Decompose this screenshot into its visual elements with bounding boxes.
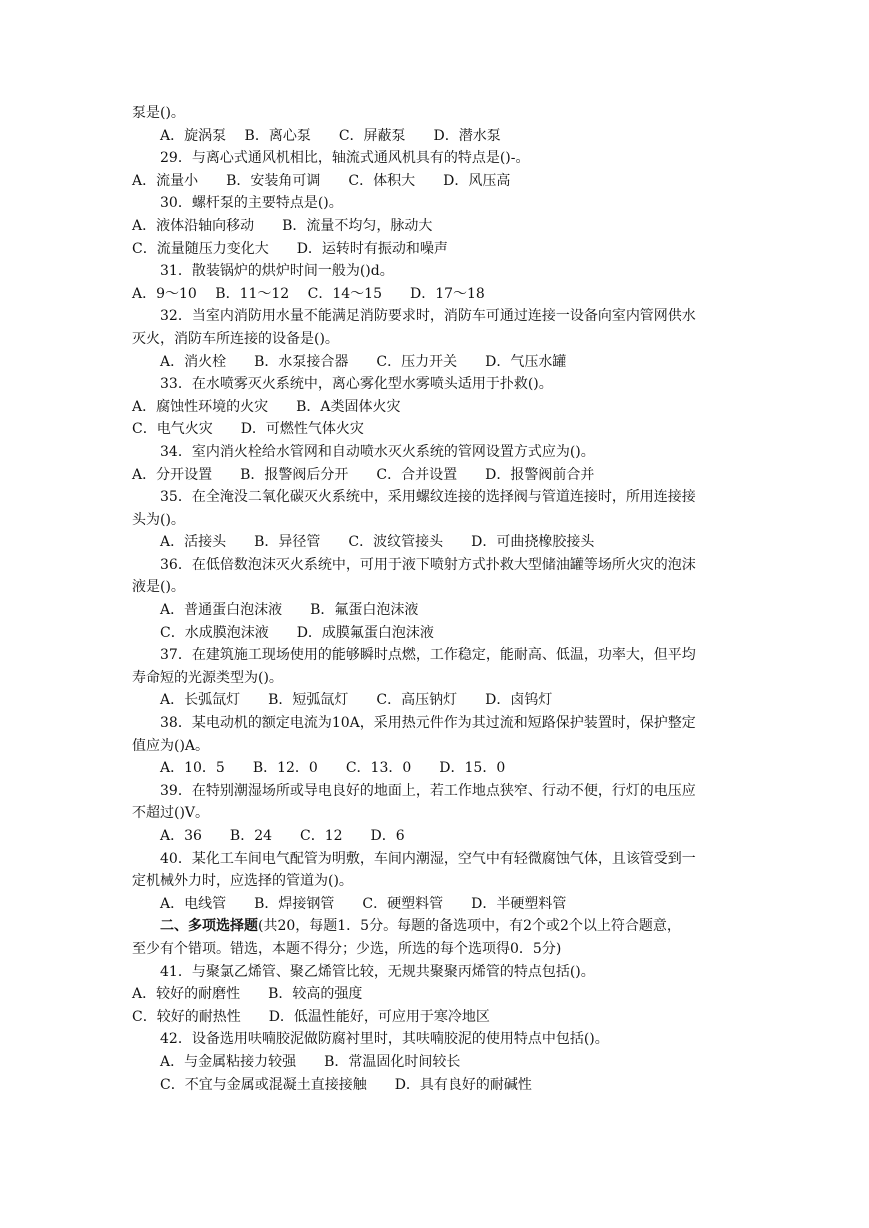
- text-line: [132, 328, 740, 351]
- line-text: 30．螺杆泵的主要特点是()。: [160, 195, 343, 212]
- line-text: C．较好的耐热性 D．低温性能好，可应用于寒冷地区: [132, 1008, 490, 1025]
- line-text: A．分开设置 B．报警阀后分开 C．合并设置 D．报警阀前合并: [132, 466, 595, 483]
- line-text: A．活接头 B．异径管 C．波纹管接头 D．可曲挠橡胶接头: [160, 534, 595, 551]
- line-text: 定机械外力时，应选择的管道为()。: [132, 873, 353, 890]
- line-text: 泵是()。: [132, 105, 185, 121]
- line-text: C．电气火灾 D．可燃性气体火灾: [132, 421, 364, 438]
- line-text: 32．当室内消防用水量不能满足消防要求时，消防车可通过连接一设备向室内管网供水: [160, 308, 696, 325]
- line-text: A．消火栓 B．水泵接合器 C．压力开关 D．气压水罐: [160, 353, 567, 370]
- line-text: 34．室内消火栓给水管网和自动喷水灭火系统的管网设置方式应为()。: [160, 443, 595, 460]
- line-text: A．10．5 B．12．0 C．13．0 D．15．0: [160, 760, 506, 777]
- text-line: [132, 486, 740, 509]
- text-line: [132, 622, 740, 645]
- line-text: 灭火，消防车所连接的设备是()。: [132, 330, 339, 347]
- text-line: [132, 170, 740, 193]
- text-line: [132, 712, 740, 735]
- line-text: A．36 B．24 C．12 D．6: [160, 828, 405, 844]
- text-line: [132, 983, 740, 1006]
- line-text: 头为()。: [132, 511, 185, 528]
- text-line: [132, 1028, 740, 1051]
- text-line: [132, 848, 740, 871]
- line-text: 35．在全淹没二氧化碳灭火系统中，采用螺纹连接的选择阀与管道连接时，所用连接接: [160, 489, 696, 506]
- line-text: 不超过()V。: [132, 805, 210, 822]
- text-line: [132, 238, 740, 261]
- line-text: A．旋涡泵 B．离心泵 C．屏蔽泵 D．潜水泵: [160, 127, 501, 144]
- text-line: [132, 870, 740, 893]
- text-line: [132, 373, 740, 396]
- text-line: [132, 757, 740, 780]
- line-text: A．电线管 B．焊接钢管 C．硬塑料管 D．半硬塑料管: [160, 895, 567, 912]
- text-line: [132, 802, 740, 825]
- line-text: 33．在水喷雾灭火系统中，离心雾化型水雾喷头适用于扑救()。: [160, 376, 553, 393]
- text-line: [132, 418, 740, 441]
- text-line: [132, 938, 740, 961]
- line-text: A．普通蛋白泡沫液 B．氟蛋白泡沫液: [160, 602, 419, 619]
- line-text: 液是()。: [132, 579, 185, 596]
- line-text: 38．某电动机的额定电流为10A，采用热元件作为其过流和短路保护装置时，保护整定: [160, 715, 696, 732]
- line-text: A．较好的耐磨性 B．较高的强度: [132, 986, 363, 1003]
- line-text: 42．设备选用呋喃胶泥做防腐衬里时，其呋喃胶泥的使用特点中包括()。: [160, 1031, 609, 1048]
- line-text: C．不宜与金属或混凝土直接接触 D．具有良好的耐碱性: [160, 1076, 532, 1093]
- text-line: [132, 509, 740, 532]
- text-line: [132, 305, 740, 328]
- section-heading: 二、多项选择题: [160, 918, 258, 935]
- text-line: [132, 215, 740, 238]
- line-text: C．流量随压力变化大 D．运转时有振动和噪声: [132, 240, 448, 257]
- text-line: [132, 780, 740, 803]
- text-line: [132, 599, 740, 622]
- text-line: [132, 125, 740, 148]
- line-text: 29．与离心式通风机相比，轴流式通风机具有的特点是()-。: [160, 150, 530, 167]
- line-text: A．流量小 B．安装角可调 C．体积大 D．风压高: [132, 172, 511, 189]
- line-text: A．9～10 B．11～12 C．14～15 D．17～18: [132, 285, 485, 302]
- text-line: [132, 735, 740, 758]
- line-text: 37．在建筑施工现场使用的能够瞬时点燃，工作稳定，能耐高、低温，功率大，但平均: [160, 647, 696, 664]
- text-line: [132, 102, 740, 125]
- text-line: [132, 147, 740, 170]
- line-text: A．长弧氙灯 B．短弧氙灯 C．高压钠灯 D．卤钨灯: [160, 692, 553, 709]
- text-line: [132, 961, 740, 984]
- line-text: 31．散装锅炉的烘炉时间一般为()d。: [160, 263, 394, 280]
- line-text: 40．某化工车间电气配管为明敷，车间内潮湿，空气中有轻微腐蚀气体，且该管受到一: [160, 850, 696, 867]
- text-line: [132, 192, 740, 215]
- text-line: [132, 667, 740, 690]
- line-text: A．液体沿轴向移动 B．流量不均匀，脉动大: [132, 217, 433, 234]
- text-line: [132, 893, 740, 916]
- text-line: [132, 1074, 740, 1097]
- text-line: [132, 283, 740, 306]
- text-line: [132, 915, 740, 938]
- text-line: [132, 1006, 740, 1029]
- line-text: A．腐蚀性环境的火灾 B．A类固体火灾: [132, 398, 401, 415]
- line-text: 值应为()A。: [132, 737, 210, 754]
- text-line: [132, 1051, 740, 1074]
- line-text: 39．在特别潮湿场所或导电良好的地面上，若工作地点狭窄、行动不便，行灯的电压应: [160, 782, 696, 799]
- text-line: [132, 441, 740, 464]
- text-line: [132, 464, 740, 487]
- text-line: [132, 531, 740, 554]
- line-text: (共20，每题1．5分。每题的备选项中，有2个或2个以上符合题意，: [258, 918, 681, 935]
- text-line: [132, 396, 740, 419]
- text-line: [132, 554, 740, 577]
- text-line: [132, 576, 740, 599]
- line-text: C．水成膜泡沫液 D．成膜氟蛋白泡沫液: [160, 624, 434, 641]
- document-body: [132, 102, 740, 1096]
- line-text: A．与金属粘接力较强 B．常温固化时间较长: [160, 1053, 461, 1070]
- text-line: [132, 825, 740, 848]
- line-text: 寿命短的光源类型为()。: [132, 669, 283, 686]
- line-text: 36．在低倍数泡沫灭火系统中，可用于液下喷射方式扑救大型储油罐等场所火灾的泡沫: [160, 556, 696, 573]
- text-line: [132, 689, 740, 712]
- text-line: [132, 351, 740, 374]
- line-text: 41．与聚氯乙烯管、聚乙烯管比较，无规共聚聚丙烯管的特点包括()。: [160, 963, 595, 980]
- line-text: 至少有个错项。错选，本题不得分；少选，所选的每个选项得0．5分): [132, 940, 562, 957]
- text-line: [132, 260, 740, 283]
- text-line: [132, 644, 740, 667]
